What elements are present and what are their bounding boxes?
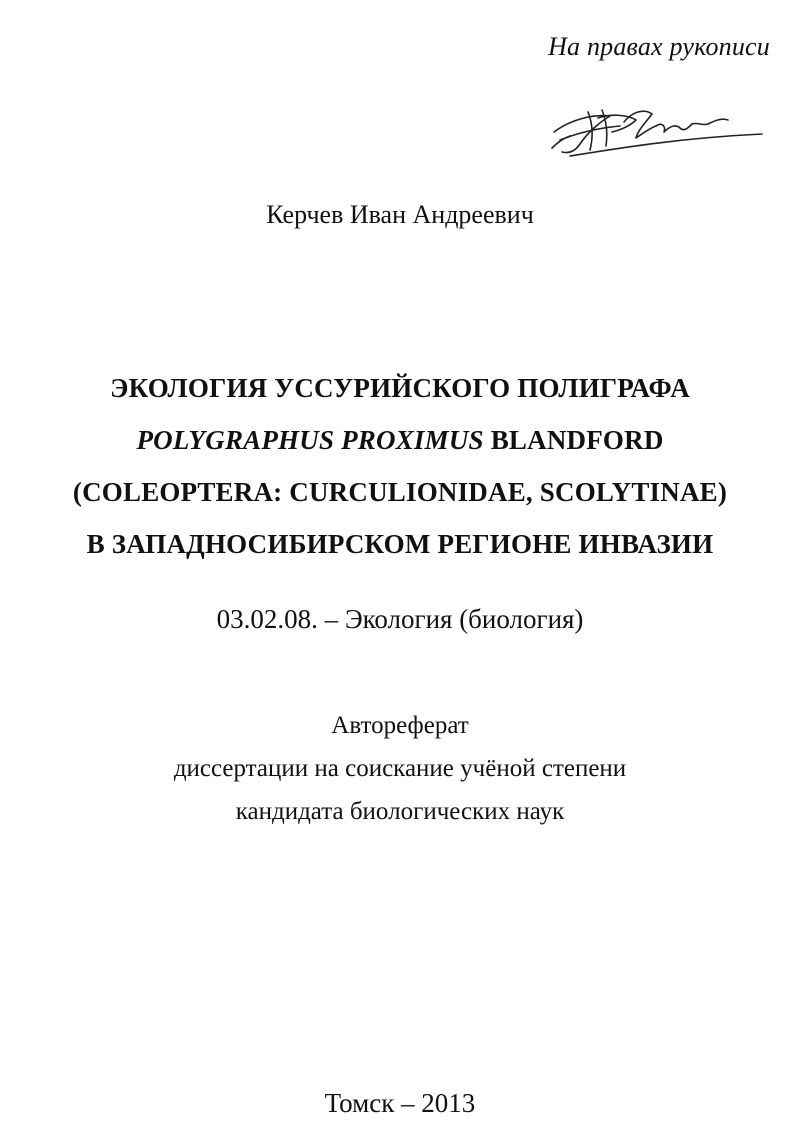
abstract-line-1: Автореферат <box>331 712 469 739</box>
abstract-description <box>0 704 800 833</box>
manuscript-rights-note: На правах рукописи <box>548 32 770 61</box>
species-name: POLYGRAPHUS PROXIMUS <box>136 425 484 455</box>
title-line-4: В ЗАПАДНОСИБИРСКОМ РЕГИОНЕ ИНВАЗИИ <box>86 529 714 559</box>
handwritten-signature <box>540 92 765 162</box>
title-line-1: ЭКОЛОГИЯ УССУРИЙСКОГО ПОЛИГРАФА <box>110 373 690 403</box>
dissertation-title <box>20 362 780 570</box>
city-year: Томск – 2013 <box>324 1088 476 1118</box>
abstract-line-2: диссертации на соискание учёной степени <box>173 755 627 782</box>
title-line-3: (COLEOPTERA: CURCULIONIDAE, SCOLYTINAE) <box>72 477 728 507</box>
specialty-code: 03.02.08. – Экология (биология) <box>216 604 584 634</box>
title-line-2 <box>20 414 780 466</box>
author-name: Керчев Иван Андреевич <box>266 200 534 229</box>
species-author: BLANDFORD <box>483 425 664 455</box>
abstract-line-3: кандидата биологических наук <box>235 798 565 825</box>
